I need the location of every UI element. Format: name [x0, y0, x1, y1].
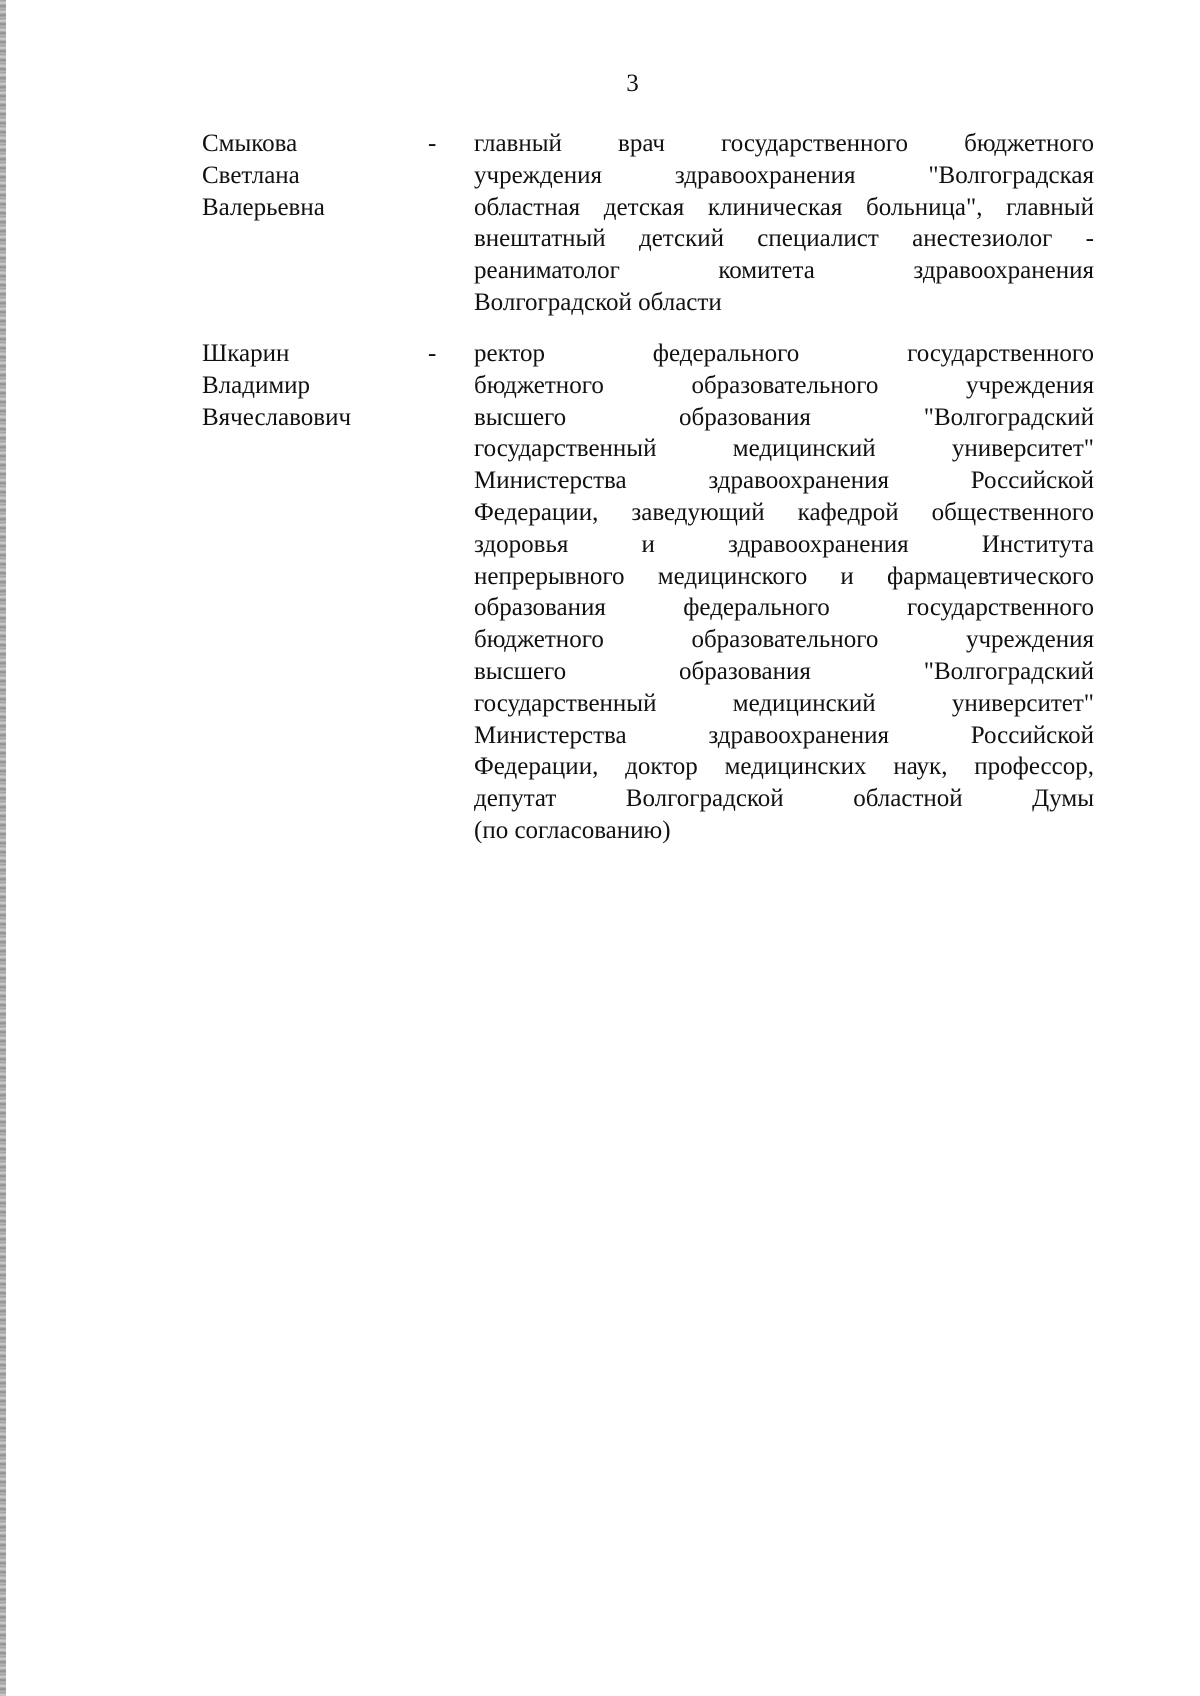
- description-line: реаниматолог комитета здравоохранения: [474, 257, 1094, 285]
- description-line: бюджетного образовательного учреждения: [474, 371, 1094, 399]
- member-entry: [202, 338, 1094, 847]
- description-line: бюджетного образовательного учреждения: [474, 626, 1094, 654]
- page-number: 3: [626, 70, 639, 97]
- description-line: внештатный детский специалист анестезиолог -: [474, 225, 1094, 253]
- description-line: Министерства здравоохранения Российской: [474, 467, 1094, 495]
- description-line: государственный медицинский университет": [474, 689, 1094, 717]
- description-line: Федерации, доктор медицинских наук, профессор,: [474, 753, 1094, 781]
- member-patronymic: Вячеславович: [202, 403, 352, 431]
- description-line: Министерства здравоохранения Российской: [474, 721, 1094, 749]
- member-name: [202, 128, 402, 223]
- member-surname: Смыкова: [202, 130, 298, 157]
- entry-dash: -: [428, 340, 437, 367]
- member-position-description: [474, 128, 1094, 319]
- description-line: (по согласованию): [474, 816, 671, 844]
- description-line: здоровья и здравоохранения Института: [474, 530, 1094, 558]
- member-first-name: Владимир: [202, 371, 311, 399]
- entry-dash: -: [428, 130, 437, 157]
- description-line: главный врач государственного бюджетного: [474, 130, 1094, 157]
- scan-edge-shadow: [0, 0, 6, 1696]
- description-line: Волгоградской области: [474, 288, 722, 316]
- member-patronymic: Валерьевна: [202, 193, 325, 221]
- description-line: государственный медицинский университет": [474, 435, 1094, 463]
- description-line: учреждения здравоохранения "Волгоградская: [474, 161, 1094, 189]
- description-line: образования федерального государственного: [474, 594, 1094, 622]
- member-name: [202, 338, 402, 433]
- description-line: областная детская клиническая больница", главный: [474, 193, 1094, 221]
- description-line: высшего образования "Волгоградский: [474, 657, 1094, 685]
- member-entry: [202, 128, 1094, 319]
- description-line: высшего образования "Волгоградский: [474, 403, 1094, 431]
- description-line: ректор федерального государственного: [474, 340, 1094, 367]
- member-position-description: [474, 338, 1094, 847]
- description-line: Федерации, заведующий кафедрой общественного: [474, 498, 1094, 526]
- description-line: депутат Волгоградской областной Думы: [474, 785, 1094, 813]
- member-surname: Шкарин: [202, 340, 290, 367]
- description-line: непрерывного медицинского и фармацевтического: [474, 562, 1094, 590]
- member-first-name: Светлана: [202, 161, 300, 189]
